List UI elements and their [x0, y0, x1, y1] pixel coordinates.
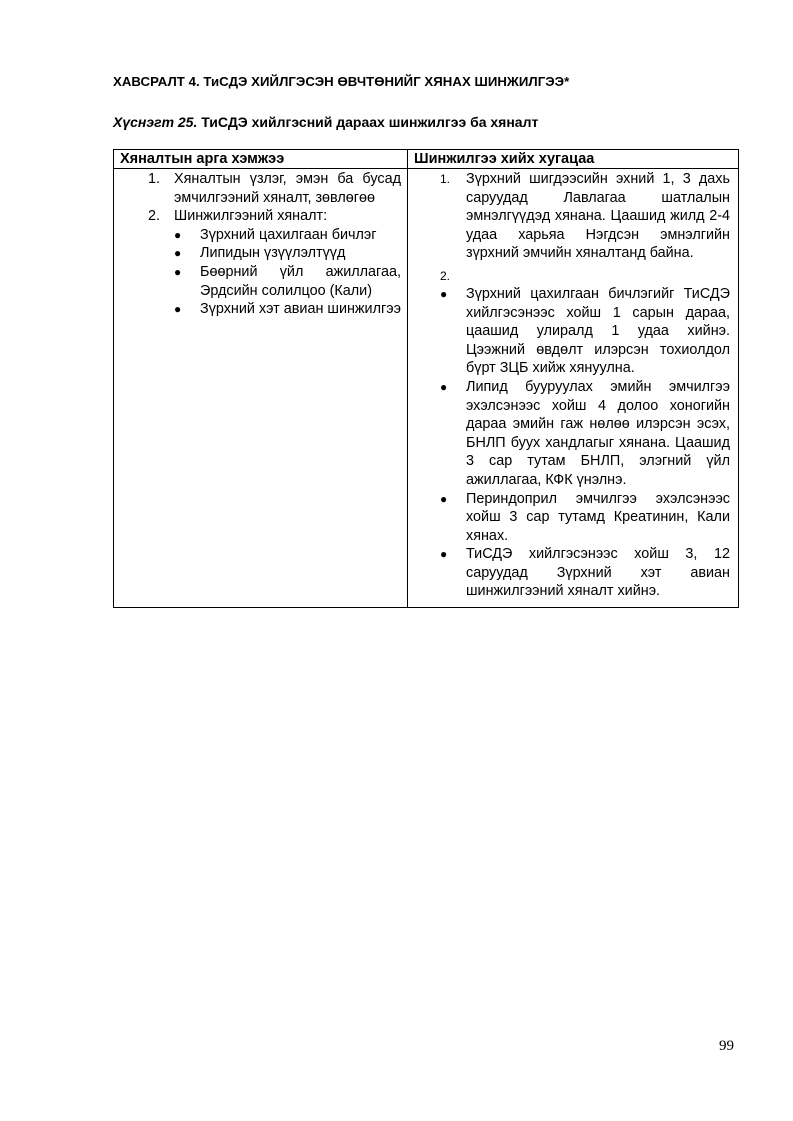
bullet-item: [174, 226, 401, 245]
bullet-icon: ●: [174, 246, 182, 261]
header-control-measures: Хяналтын арга хэмжээ: [114, 150, 408, 169]
bullet-item: [174, 244, 401, 263]
list-item: [120, 207, 401, 226]
bullet-text: ТиСДЭ хийлгэсэнээс хойш 3, 12 саруудад Зүрхний хэт авиан шинжилгээний хяналт хийнэ.: [466, 546, 730, 600]
list-text: Хяналтын үзлэг, эмэн ба бусад эмчилгээний хяналт, зөвлөгөө: [174, 171, 401, 206]
table-header-row: [114, 150, 739, 169]
bullet-item: [416, 285, 730, 378]
bullet-icon: ●: [440, 379, 448, 394]
bullet-text: Бөөрний үйл ажиллагаа, Эрдсийн солилцоо (Кали): [200, 263, 401, 299]
list-number: 2.: [440, 268, 451, 283]
page-number: 99: [719, 1038, 734, 1054]
list-item: [416, 170, 730, 263]
bullet-text: Зүрхний хэт авиан шинжилгээ: [200, 301, 401, 318]
list-number: 1.: [148, 171, 161, 187]
table-caption: [113, 114, 538, 130]
bullet-icon: ●: [440, 286, 448, 301]
cell-test-timing: [408, 169, 739, 608]
monitoring-table: [113, 149, 739, 608]
bullet-icon: ●: [440, 491, 448, 506]
bullet-item: [416, 378, 730, 490]
bullet-text: Липидын үзүүлэлтүүд: [200, 245, 346, 262]
list-text: Зүрхний шигдээсийн эхний 1, 3 дахь саруудад Лавлагаа шатлалын эмнэлгүүдэд хянана. Цаашид жилд 2-4 удаа харьяа Нэгдсэн эмнэлгийн зүрхний эмчийн хяналтанд байна.: [466, 171, 730, 262]
bullet-item: [416, 490, 730, 546]
appendix-heading: ХАВСРАЛТ 4. ТиСДЭ ХИЙЛГЭСЭН ӨВЧТӨНИЙГ ХЯНАХ ШИНЖИЛГЭЭ*: [113, 74, 570, 89]
bullet-text: Периндоприл эмчилгээ эхэлсэнээс хойш 3 сар тутамд Креатинин, Кали хянах.: [466, 490, 730, 544]
cell-control-measures: [114, 169, 408, 608]
bullet-icon: ●: [174, 302, 182, 317]
bullet-text: Липид бууруулах эмийн эмчилгээ эхэлсэнээс хойш 4 долоо хоногийн дараа эмийн гаж нөлөө илэрсэн эсэх, БНЛП буух хандлагыг хянана. Цаашид 3 сар тутам БНЛП, элэгний үйл ажиллагаа, КФК үнэлнэ.: [466, 378, 730, 488]
bullet-text: Зүрхний цахилгаан бичлэг: [200, 226, 377, 243]
list-number: 2.: [148, 208, 161, 225]
table-row: [114, 169, 739, 608]
bullet-text: Зүрхний цахилгаан бичлэгийг ТиСДЭ хийлгэсэнээс хойш 1 сарын дараа, цаашид улиралд 1 удаа хийнэ. Цээжний өвдөлт илэрсэн тохиолдол бүрт ЗЦБ хийж хянуулна.: [466, 285, 730, 377]
table-caption-title: ТиСДЭ хийлгэсний дараах шинжилгээ ба хяналт: [197, 114, 539, 130]
bullet-item: [174, 300, 401, 319]
bullet-item: [416, 545, 730, 601]
list-text: Шинжилгээний хяналт:: [174, 208, 328, 225]
bullet-icon: ●: [174, 227, 182, 242]
table-caption-label: Хүснэгт 25.: [113, 114, 198, 130]
list-item: [120, 170, 401, 207]
header-test-timing: Шинжилгээ хийх хугацаа: [408, 150, 739, 169]
list-number: 1.: [440, 172, 451, 186]
bullet-icon: ●: [440, 547, 448, 562]
bullet-icon: ●: [174, 264, 182, 279]
bullet-item: [174, 263, 401, 300]
